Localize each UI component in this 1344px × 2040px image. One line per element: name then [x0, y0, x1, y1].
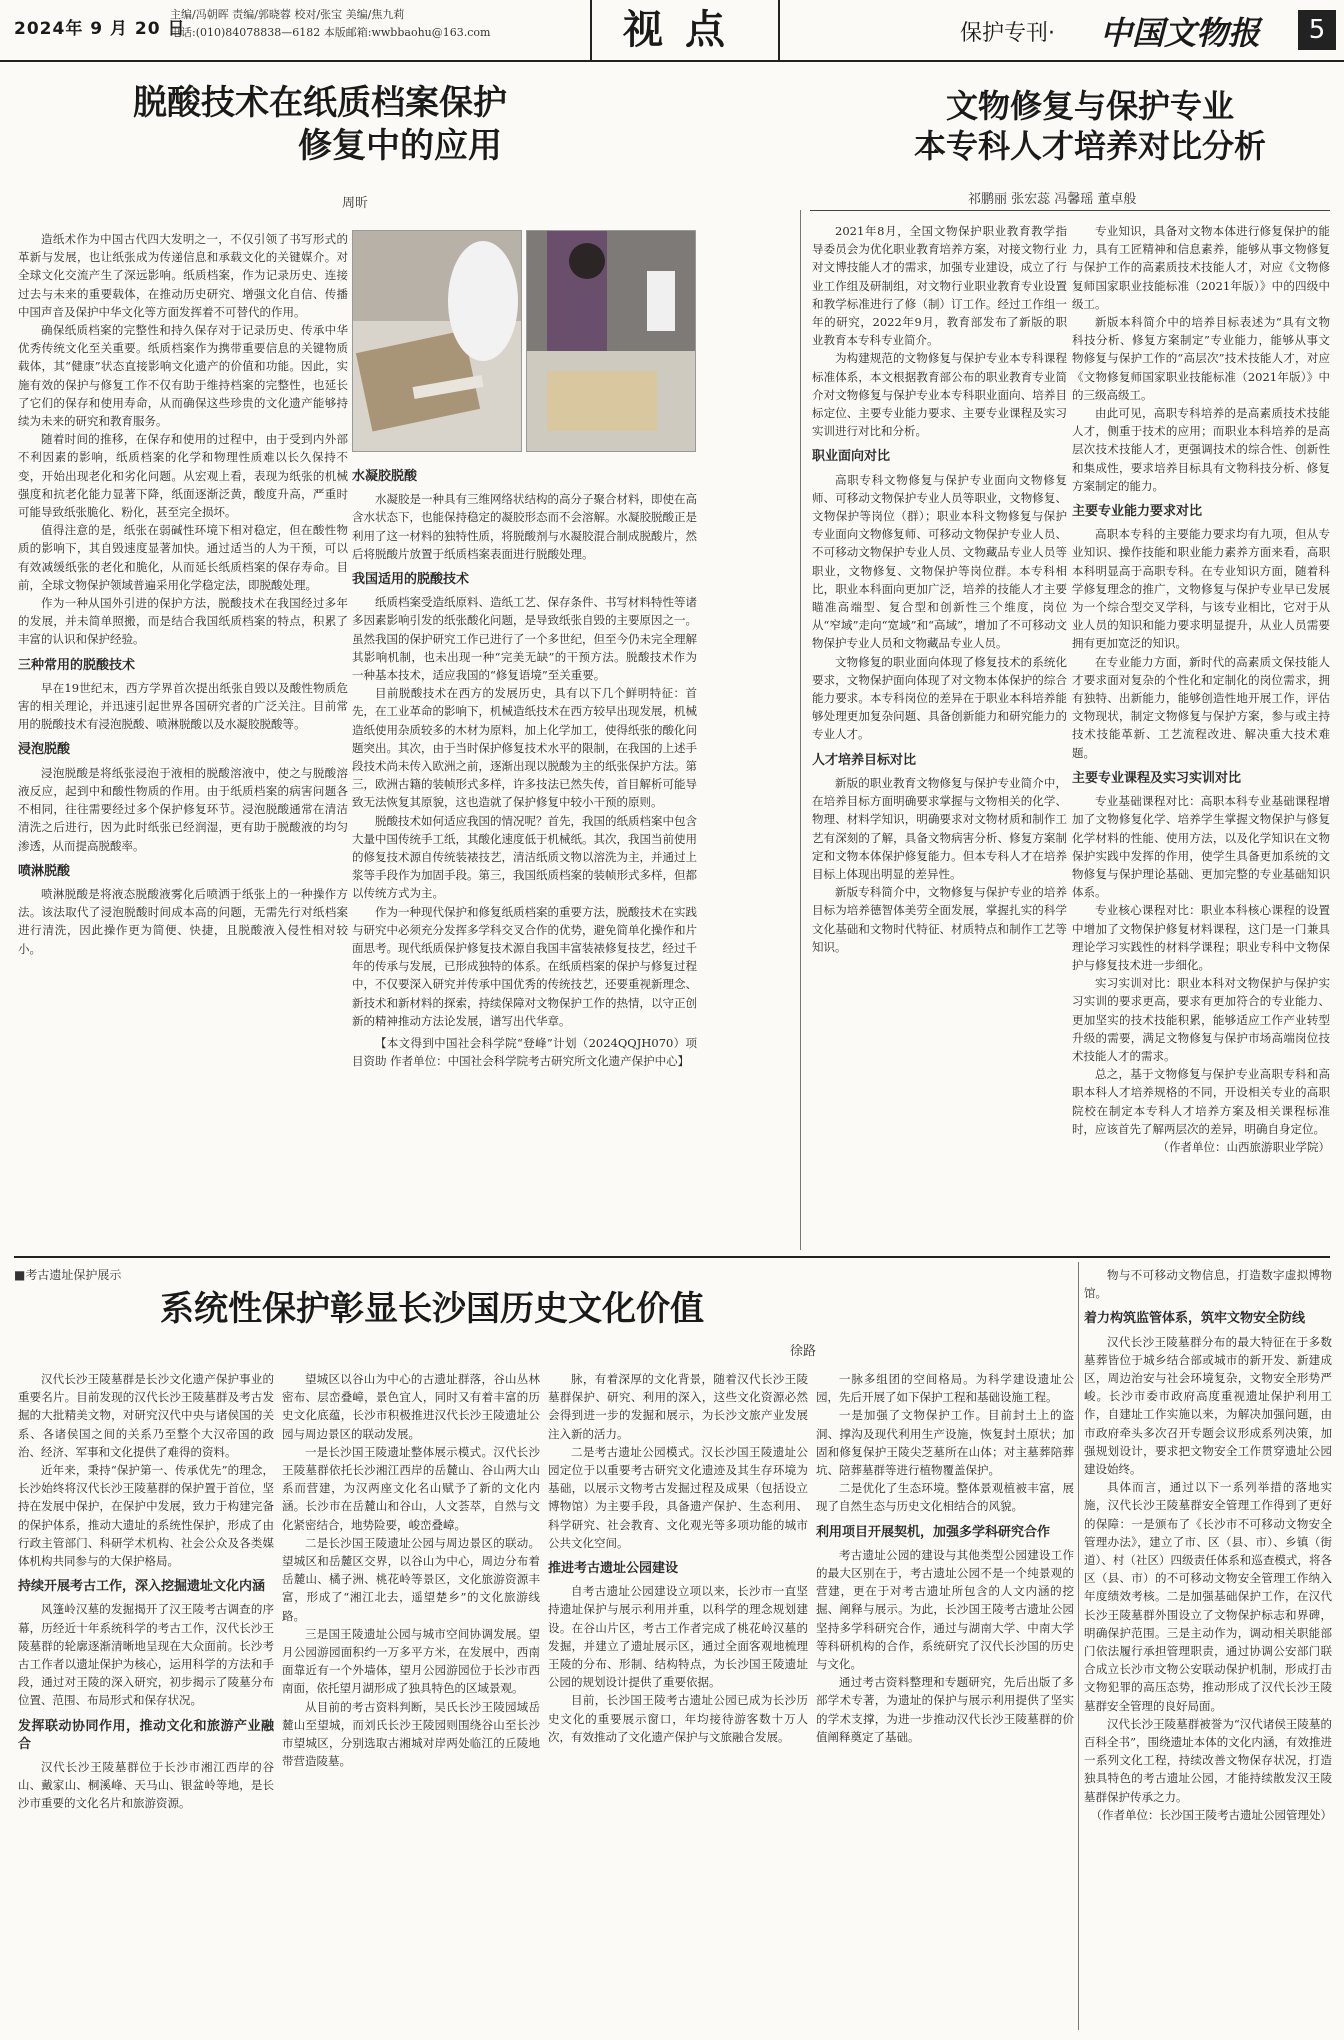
- article1-column-2: 水凝胶脱酸 水凝胶是一种具有三维网络状结构的高分子聚合材料，即使在高含水状态下，也能保持稳定的凝胶形态而不会溶解。水凝胶脱酸正是利用了这一材料的独特性质，将脱酸剂与水凝胶混合制成脱酸片，然后将脱酸片放置于纸质档案表面进行脱酸处理。 我国适用的脱酸技术 纸质档案受造纸原料、造纸工艺、保存条件、书写材料特性等诸多因素影响引发的纸张酸化问题，是导致纸张自毁的主要原因之一。虽然我国的保护研究工作已进行了一个多世纪，但至今仍未完全理解其影响机制，也未出现一种“完美无缺”的干预方法。脱酸技术作为一种基本技术，适应我国的“修复语境”至关重要。 目前脱酸技术在西方的发展历史，具有以下几个鲜明特征：首先，在工业革命的影响下，机械造纸技术在西方较早出现发展，机械造纸使用杂质较多的木材为原料，加上化学加工，使得纸张的酸化问题突出。其次，由于当时保护修复技术水平的限制，在我国的上述手段技术尚未传入欧洲之前，逐渐出现以脱酸为主的纸张保护方法。第三，欧洲古籍的装帧形式多样，许多技法已然失传，首目解析可能导致无法恢复其原貌，这也造就了保护修复中较小干预的原则。 脱酸技术如何适应我国的情况呢？首先，我国的纸质档案中包含大量中国传统手工纸，其酸化速度低于机械纸。其次，我国当前使用的修复技术源自传统装裱技艺，清洁纸质文物以溶洗为主，并通过上浆等手段作为加固手段。第三，我国纸质档案的装帧形式多样，但都以传统方式为主。 作为一种现代保护和修复纸质档案的重要方法，脱酸技术在实践与研究中必须充分发挥多学科交叉合作的优势，避免简单化操作和片面思考。现代纸质保护修复技术源自我国丰富装裱修复技艺，经过千年的传承与发展，已形成独特的体系。在纸质档案的保护与修复过程中，不仅要深入研究并传承中国优秀的传统技艺，还要重视新理念、新技术和新材料的探索，持续保障对文物保护工作的热情，以守正创新的精神推动方法论发展，谱写出代华章。 【本文得到中国社会科学院“登峰”计划（2024QQJH070）项目资助 作者单位：中国社会科学院考古研究所文化遗产保护中心】: [352, 460, 697, 1250]
- article1-column-1: 造纸术作为中国古代四大发明之一，不仅引领了书写形式的革新与发展，也让纸张成为传递信息和承载文化的关键媒介。对全球文化交流产生了深远影响。纸质档案，作为记录历史、连接过去与未来的重要载体，在推动历史研究、增强文化自信、传播中国声音及保护中华文化等方面发挥着不可替代的作用。 确保纸质档案的完整性和持久保存对于记录历史、传承中华优秀传统文化至关重要。纸质档案作为携带重要信息的关键物质载体，其“健康”状态直接影响文化遗产的价值和功能。因此，实施有效的保护与修复工作不仅有助于维持档案的完整性，也延长了它们的保存和使用寿命，从而确保这些珍贵的文化遗产能够持续为未来的研究和教育服务。 随着时间的推移，在保存和使用的过程中，由于受到内外部不利因素的影响，纸质档案的化学和物理性质难以长久保持不变，开始出现老化和劣化问题。从宏观上看，表现为纸张的机械强度和抗老化能力显著下降，纸面逐渐泛黄，酸度升高，严重时可能导致纸张脆化、粉化，甚至完全损坏。 值得注意的是，纸张在弱碱性环境下相对稳定，但在酸性物质的影响下，其自毁速度显著加快。通过适当的人为干预，可以有效减缓纸张的老化和脆化，从而延长纸质档案的保存寿命。目前，全球文物保护领域普遍采用化学稳定法，即脱酸处理。 作为一种从国外引进的保护方法，脱酸技术在我国经过多年的发展，并未简单照搬，而是结合我国纸质档案的特点，积累了丰富的认识和保护经验。 三种常用的脱酸技术 早在19世纪末，西方学界首次提出纸张自毁以及酸性物质危害的相关理论，并迅速引起世界各国研究者的广泛关注。目前常用的脱酸技术有浸泡脱酸、喷淋脱酸以及水凝胶脱酸等。 浸泡脱酸 浸泡脱酸是将纸张浸泡于液相的脱酸溶液中，使之与脱酸溶液反应，起到中和酸性物质的作用。由于纸质档案的病害问题各不相同，往往需要经过多个保护修复环节。浸泡脱酸通常在清洁清洗之后进行，因为此时纸张已经润湿，更有助于脱酸液的均匀渗透，从而提高脱酸率。 喷淋脱酸 喷淋脱酸是将液态脱酸液雾化后喷洒于纸张上的一种操作方法。该法取代了浸泡脱酸时间成本高的问题，无需先行对纸档案进行清洗，因此操作更为简便、快捷，且脱酸液入侵性相对较小。: [18, 232, 348, 956]
- section-title: 视点: [590, 0, 780, 62]
- article2-title-line1: 文物修复与保护专业: [945, 87, 1234, 125]
- article1-subheading-1a: 浸泡脱酸: [18, 742, 71, 758]
- article2-subheading-3: 主要专业能力要求对比: [1072, 504, 1203, 520]
- issue-date: 2024年 9 月 20 日: [14, 19, 186, 39]
- article1-author: 周昕: [342, 196, 369, 211]
- special-column: 保护专刊·: [960, 21, 1055, 46]
- article3-tag: ■考古遗址保护展示: [14, 1268, 122, 1282]
- article3-subheading-2: 发挥联动协同作用，推动文化和旅游产业融合: [18, 1718, 274, 1752]
- article2-author-unit: （作者单位：山西旅游职业学院）: [1157, 1139, 1330, 1154]
- article2-column-2: 专业知识，具备对文物本体进行修复保护的能力，具有工匠精神和信息素养，能够从事文物修复与保护工作的高素质技术技能人才，对应《文物修复师国家职业技能标准（2021年版）》中的四级中级工。 新版本科简介中的培养目标表述为“具有文物科技分析、修复方案制定”专业能力，能够从事文物修复与保护工作的“高层次”技术技能人才，对应《文物修复师国家职业技能标准（2021年版）》中的三级高级工。 由此可见，高职专科培养的是高素质技术技能人才，侧重于技术的应用；而职业本科培养的是高层次技术技能人才，更强调技术的综合性、创新性和集成性，要求培养目标具有文物科技分析、修复方案制定的能力。 主要专业能力要求对比 高职本专科的主要能力要求均有九项，但从专业知识、操作技能和职业能力素养方面来看，高职本科明显高于高职专科。在专业知识方面，随着科学修复理念的推广，文物修复与保护专业早已发展为一个综合型交叉学科，与该专业相比，它对于从业人员的知识和能力要求明显提升，从业人员需要拥有更加宽泛的知识。 在专业能力方面，新时代的高素质文保技能人才要求面对复杂的个性化和定制化的岗位需求，拥有独特、出新能力，能够创造性地开展工作，评估文物现状，制定文物修复与保护方案，参与或主持技术技能革新、工艺流程改进、解决重大技术难题。 主要专业课程及实习实训对比 专业基础课程对比：高职本科专业基础课程增加了文物修复化学、培养学生掌握文物保护与修复化学材料的性能、使用方法，以及化学知识在文物保护实践中发挥的作用，使学生具备更加系统的文物修复与保护理论基础、更加完整的专业基础知识体系。 专业核心课程对比：职业本科核心课程的设置中增加了文物保护修复材料课程，这门是一门兼具理论学习实践性的材料学课程；职业专科中文物保护与修复技术进一步细化。 实习实训对比：职业本科对文物保护与保护实习实训的要求更高，要求有更加符合的专业能力、更加坚实的技术技能积累，能够适应工作产业转型升级的需要，满足文物修复与保护市场高端岗位技术技能人才的需求。 总之，基于文物修复与保护专业高职专科和高职本科人才培养规格的不同，开设相关专业的高职院校在制定本专科人才培养方案及相关课程标准时，应该首先了解两层次的差异，明确自身定位。 （作者单位：山西旅游职业学院）: [1072, 222, 1330, 1232]
- article3-subheading-3: 推进考古遗址公园建设: [548, 1561, 679, 1577]
- restoration-work-image: [353, 231, 522, 452]
- editorial-staff: 主编/冯朝晖 责编/郭晓蓉 校对/张宝 美编/焦九莉 电话:(010)84078838—6182 本版邮箱:wwbbaohu@163.com: [170, 8, 491, 39]
- newspaper-brand: 中国文物报: [1100, 14, 1261, 52]
- page-header: [0, 0, 1344, 62]
- article1-title-line2: 修复中的应用: [298, 125, 502, 166]
- article1-subheading-1: 三种常用的脱酸技术: [18, 657, 136, 673]
- article3-column-2: 望城区以谷山为中心的古遗址群落，谷山丛林密布、层峦叠嶂，景色宜人，同时又有着丰富的历史文化底蕴，长沙市积极推进汉代长沙王陵遗址公园与周边景区的联动发展。 一是长沙国王陵遗址整体展示模式。汉代长沙王陵墓群依托长沙湘江西岸的岳麓山、谷山两大山系而营建，为汉两座文化名山赋予了新的文化内涵。长沙市在岳麓山和谷山，人文荟萃，自然与文化紧密结合，地势险要，峻峦叠嶂。 二是长沙国王陵遗址公园与周边景区的联动。望城区和岳麓区交界，以谷山为中心，周边分布着岳麓山、橘子洲、桃花岭等景区，文化旅游资源丰富，形成了“湘江北去，遥望楚乡”的文化旅游线路。 三是国王陵遗址公园与城市空间协调发展。望月公园游园面积约一万多平方米，在发展中，西南面靠近有一个外墙体，望月公园游园位于长沙市西南面，依托望月湖形成了独具特色的区域景观。 从目前的考古资料判断，吴氏长沙王陵园域岳麓山至望城，而刘氏长沙王陵园则围绕谷山至长沙市望城区，分别选取古湘城对岸两处临江的丘陵地带营造陵墓。: [282, 1372, 540, 1769]
- restoration-work-photo: [352, 230, 522, 452]
- article3-column-3: 脉，有着深厚的文化背景，随着汉代长沙王陵墓群保护、研究、利用的深入，这些文化资源必然会得到进一步的发掘和展示，为长沙文旅产业发展注入新的活力。 二是考古遗址公园模式。汉长沙国王陵遗址公园定位于以重要考古研究文化遗迹及其生存环境为基础，以展示文物考古发掘过程及成果（包括设立博物馆）为主要手段，具备遗产保护、生态利用、科学研究、社会教育、文化观光等多项功能的城市公共文化空间。 推进考古遗址公园建设 自考古遗址公园建设立项以来，长沙市一直坚持遗址保护与展示利用并重，以科学的理念规划建设。在谷山片区，考古工作者完成了桃花岭汉墓的发掘，并建立了遗址展示区，通过全面客观地梳理王陵的分布、形制、结构特点，为长沙国王陵遗址公园的规划设计提供了重要依据。 目前，长沙国王陵考古遗址公园已成为长沙历史文化的重要展示窗口，年均接待游客数十万人次，有效推动了文化遗产保护与文旅融合发展。: [548, 1372, 808, 1744]
- article3-column-5: 物与不可移动文物信息，打造数字虚拟博物馆。 着力构筑监管体系，筑牢文物安全防线 汉代长沙王陵墓群分布的最大特征在于多数墓葬皆位于城乡结合部或城市的新开发、新建成区，周边治安与社会环境复杂，文物安全形势严峻。长沙市委市政府高度重视遗址保护利用工作，自建址工作实施以来，为解决加强问题，由市政府牵头多次召开专题会议形成系列决策，加强规划设计，要求把文物安全工作贯穿遗址公园建设始终。 具体而言，通过以下一系列举措的落地实施，汉代长沙王陵墓群安全管理工作得到了更好的保障：一是颁布了《长沙市不可移动文物安全管理办法》，建立了市、区（县、市）、乡镇（街道）、村（社区）四级责任体系和巡查模式，将各区（县、市）的不可移动文物安全管理工作纳入年度绩效考核。二是加强基础保护工作，在汉代长沙王陵墓群外围设立了文物保护标志和界碑，明确保护范围。三是主动作为，调动相关职能部门依法履行承担管理职责，通过协调公安部门联合成立长沙市文物公安联动保护机制，形成打击文物犯罪的高压态势，推动形成了汉代长沙王陵墓群安全管理的良好局面。 汉代长沙王陵墓群被誉为“汉代诸侯王陵墓的百科全书”，围绕遗址本体的文化内涵，有效推进一系列文化工程，持续改善文物保存状况，打造独具特色的考古遗址公园，才能持续散发汉王陵墓群保护传承之力。 （作者单位：长沙国王陵考古遗址公园管理处）: [1084, 1266, 1332, 2032]
- article2-title-line2: 本专科人才培养对比分析: [913, 127, 1266, 165]
- divider: [1078, 1262, 1079, 2030]
- article1-title: [40, 82, 600, 167]
- article2-subheading-4: 主要专业课程及实习实训对比: [1072, 770, 1242, 786]
- article1-intro: 造纸术作为中国古代四大发明之一，不仅引领了书写形式的革新与发展，也让纸张成为传递信息和承载文化的关键媒介。对全球文化交流产生了深远影响。纸质档案，作为记录历史、连接过去与未来的重要载体，在推动历史研究、增强文化自信、传播中国声音及保护中华文化等方面发挥着不可替代的作用。: [18, 232, 348, 319]
- article2-subheading-1: 职业面向对比: [812, 449, 891, 465]
- article3-subheading-4: 利用项目开展契机，加强多学科研究合作: [816, 1524, 1051, 1540]
- article3-author: 徐路: [790, 1344, 817, 1359]
- article2-column-1: 2021年8月，全国文物保护职业教育教学指导委员会为优化职业教育培养方案，对接文物行业对文博技能人才的需求，加强专业建设，成立了行业工作组及研制组，对文物行业职业教育专业设置和教学标准进行了修（制）订工作。经过工作组一年的研究，2022年9月，教育部发布了新版的职业教育本专科专业简介。 为构建规范的文物修复与保护专业本专科课程标准体系，本文根据教育部公布的职业教育专业简介对文物修复与保护专业本专科职业面向、培养目标定位、主要专业能力要求、主要专业课程及实习实训进行对比和分析。 职业面向对比 高职专科文物修复与保护专业面向文物修复师、可移动文物保护专业人员等职业，文物修复、文物保护等岗位（群）；职业本科文物修复与保护专业面向文物修复师、可移动文物保护专业人员、不可移动文物保护专业人员、文物藏品专业人员等职业，文物修复、文物保护等岗位群。本专科相比，职业本科面向更加广泛，培养的技能人才主要瞄准高端型、复合型和创新性三个维度，岗位从“窄域”走向“宽域”和“高域”，增加了不可移动文物保护专业人员和文物藏品专业人员。 文物修复的职业面向体现了修复技术的系统化要求，文物保护面向体现了对文物本体保护的综合能力要求。本专科岗位的差异在于职业本科培养能够处理更加复杂问题、具备创新能力和研究能力的专业人才。 人才培养目标对比 新版的职业教育文物修复与保护专业简介中，在培养目标方面明确要求掌握与文物相关的化学、物理、材料学知识，明确要求对文物材质和制作工艺有深刻的了解，具备文物病害分析、修复方案制定和文物本体保护修复能力。但本专科人才在培养目标上体现出明显的差异性。 新版专科简介中，文物修复与保护专业的培养目标为培养德智体美劳全面发展，掌握扎实的科学文化基础和文物时代特征、材质特点和制作工艺等知识。: [812, 224, 1067, 954]
- article1-title-line1: 脱酸技术在纸质档案保护: [133, 83, 507, 123]
- article2-subheading-2: 人才培养目标对比: [812, 752, 917, 768]
- article2-author: 祁鹏丽 张宏蕊 冯馨瑶 董卓般: [968, 192, 1137, 207]
- article1-subheading-2: 我国适用的脱酸技术: [352, 572, 470, 588]
- article3-column-1: 汉代长沙王陵墓群是长沙文化遗产保护事业的重要名片。目前发现的汉代长沙王陵墓群及考古发掘的大批精美文物，对研究汉代中央与诸侯国的关系、各诸侯国之间的关系乃至整个大汉帝国的政治、经济、军事和文化提供了难得的资料。 近年来，秉持“保护第一、传承优先”的理念，长沙始终将汉代长沙王陵墓群的保护置于首位，坚持在发展中保护，在保护中发展，致力于构建完备的保护体系，推动大遗址的系统性保护，形成了由行政主管部门、科研学术机构、社会公众及各类媒体机构共同参与的大保护格局。 持续开展考古工作，深入挖掘遗址文化内涵 风篷岭汉墓的发掘揭开了汉王陵考古调查的序幕，历经近十年系统科学的考古工作，汉代长沙王陵墓群的轮廓逐渐清晰地呈现在大众面前。长沙考古工作者以遗址保护为核心，运用科学的方法和手段，通过对王陵的深入研究，初步揭示了陵墓分布位置、范围、布局形式和保存状况。 发挥联动协同作用，推动文化和旅游产业融合 汉代长沙王陵墓群位于长沙市湘江西岸的谷山、戴家山、桐溪峰、天马山、银盆岭等地，是长沙市重要的文化名片和旅游资源。: [18, 1372, 274, 1811]
- article3-author-unit: （作者单位：长沙国王陵考古遗址公园管理处）: [1090, 1807, 1332, 1822]
- article1-subheading-1c: 水凝胶脱酸: [352, 469, 418, 484]
- article3-column-4: 一脉多组团的空间格局。为科学建设遗址公园，先后开展了如下保护工程和基础设施工程。 一是加强了文物保护工作。目前封土上的盗洞、撑沟及现代利用生产设施，恢复封土原状；加固和修复保护王陵尖芝墓所在山体；对主墓葬陪葬坑、陪葬墓群等进行植物覆盖保护。 二是优化了生态环境。整体景观植被丰富，展现了自然生态与历史文化相结合的风貌。 利用项目开展契机，加强多学科研究合作 考古遗址公园的建设与其他类型公园建设工作的最大区别在于，考古遗址公园不是一个纯景观的营建，更在于对考古遗址所包含的人文内涵的挖掘、阐释与展示。为此，长沙国王陵考古遗址公园坚持多学科研究合作，通过与湖南大学、中南大学等科研机构的合作，系统研究了汉代长沙国的历史与文化。 通过考古资料整理和专题研究，先后出版了多部学术专著，为遗址的保护与展示利用提供了坚实的学术支撑，为进一步推动汉代长沙王陵墓群的价值阐释奠定了基础。: [816, 1372, 1074, 1744]
- page-number: 5: [1298, 10, 1336, 50]
- divider: [800, 210, 801, 1250]
- section-divider: [14, 1256, 1330, 1258]
- article1-subheading-1b: 喷淋脱酸: [18, 863, 71, 879]
- article3-subheading-1: 持续开展考古工作，深入挖掘遗址文化内涵: [18, 1579, 266, 1595]
- article2-title: [850, 86, 1330, 166]
- spraying-deacidification-photo: [526, 230, 696, 452]
- spraying-image: [527, 231, 696, 452]
- article3-subheading-5: 着力构筑监管体系，筑牢文物安全防线: [1084, 1311, 1306, 1327]
- article1-fund-note: 【本文得到中国社会科学院“登峰”计划（2024QQJH070）项目资助 作者单位：中国社会科学院考古研究所文化遗产保护中心】: [352, 1036, 697, 1069]
- divider: [810, 210, 1330, 211]
- article3-title: 系统性保护彰显长沙国历史文化价值: [160, 1289, 704, 1329]
